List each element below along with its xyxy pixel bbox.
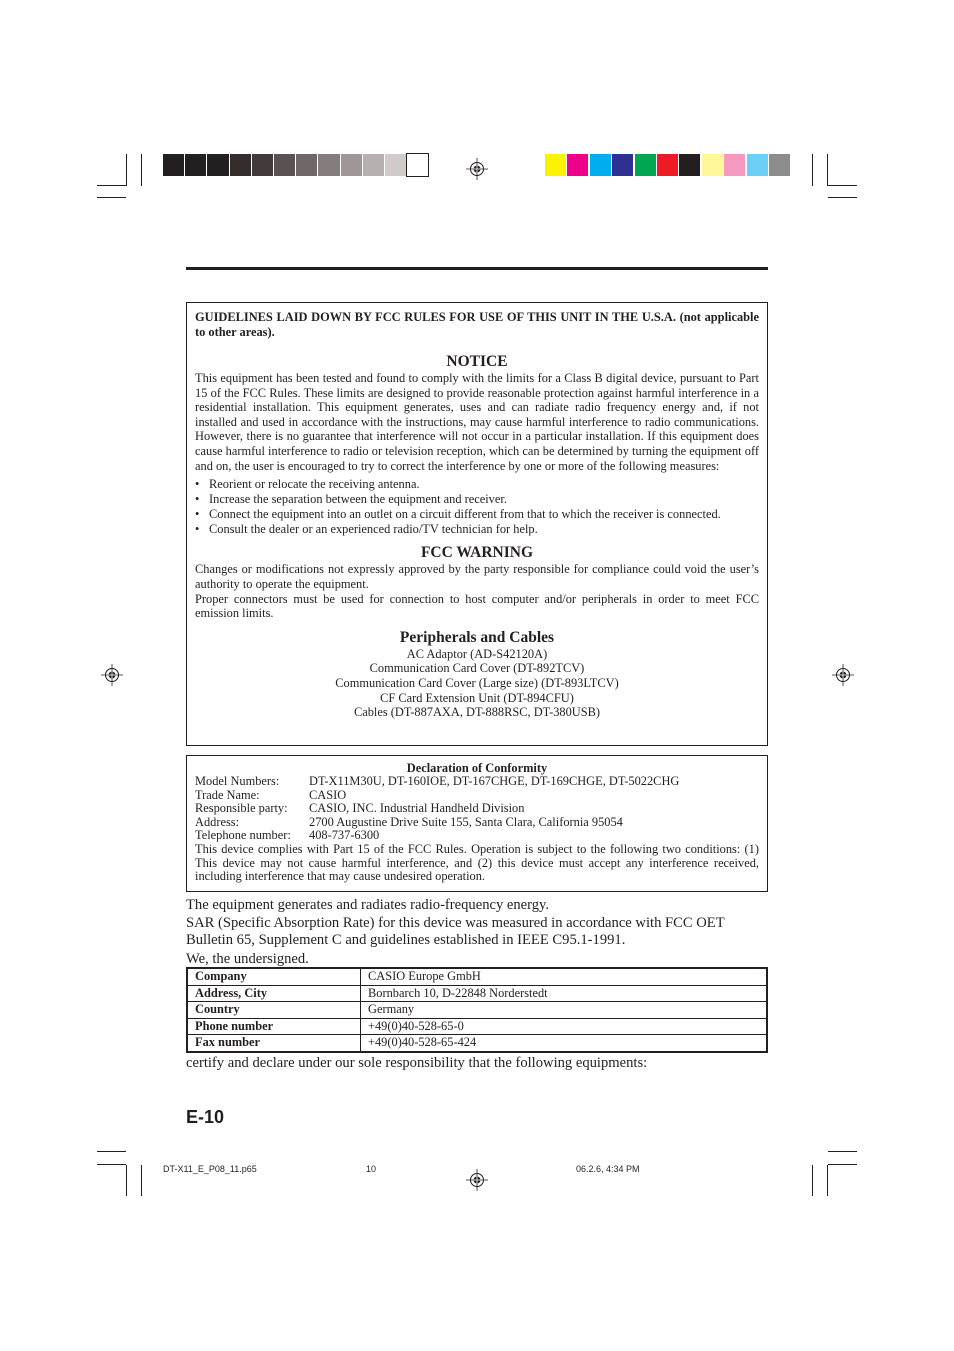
- color-swatch: [612, 154, 633, 176]
- color-swatch: [747, 154, 768, 176]
- color-swatch: [590, 154, 611, 176]
- list-item: • Increase the separation between the equipment and receiver.: [195, 491, 507, 506]
- fcc-warning-title: FCC WARNING: [420, 544, 534, 562]
- color-swatch: [702, 154, 723, 176]
- color-swatch: [252, 154, 273, 176]
- crop-mark: [126, 154, 127, 186]
- crop-mark: [828, 185, 857, 186]
- radiation-statement: The equipment generates and radiates radio-frequency energy.: [186, 897, 550, 913]
- table-row: Phone number +49(0)40-528-65-0: [188, 1018, 766, 1035]
- declaration-title: Declaration of Conformity: [406, 761, 548, 775]
- peripherals-title: Peripherals and Cables: [399, 628, 555, 646]
- color-swatch: [296, 154, 317, 176]
- peripheral-item: Communication Card Cover (DT-892TCV): [369, 661, 585, 676]
- registration-target-icon: [832, 664, 854, 686]
- declaration-row: Trade Name: CASIO: [195, 787, 347, 802]
- fcc-guidelines-box: [186, 302, 768, 746]
- list-item: • Reorient or relocate the receiving antenna.: [195, 477, 420, 492]
- declaration-row: Address: 2700 Augustine Drive Suite 155, Santa Clara, California 95054: [195, 814, 623, 829]
- color-swatch: [724, 154, 745, 176]
- color-swatch: [207, 154, 228, 176]
- header-rule: [186, 267, 768, 270]
- color-swatch: [407, 154, 428, 176]
- crop-mark: [141, 154, 142, 186]
- footer-date: 06.2.6, 4:34 PM: [576, 1164, 640, 1174]
- table-row: Fax number +49(0)40-528-65-424: [188, 1035, 766, 1051]
- fcc-warning-text: Changes or modifications not expressly approved by the party responsible for compliance could void the user’s authority to operate the equipment.: [195, 562, 759, 591]
- certify-text: certify and declare under our sole responsibility that the following equipments:: [186, 1055, 648, 1071]
- color-swatch: [657, 154, 678, 176]
- footer-page: 10: [366, 1164, 377, 1174]
- color-swatch: [274, 154, 295, 176]
- color-swatch: [769, 154, 790, 176]
- color-swatch: [185, 154, 206, 176]
- declaration-row: Telephone number: 408-737-6300: [195, 828, 380, 843]
- color-swatch: [363, 154, 384, 176]
- color-swatch: [385, 154, 406, 176]
- guideline-heading: GUIDELINES LAID DOWN BY FCC RULES FOR USE OF THIS UNIT IN THE U.S.A. (not applicable to other areas).: [195, 310, 759, 339]
- color-swatch: [318, 154, 339, 176]
- undersigned-text: We, the undersigned.: [186, 950, 309, 967]
- color-swatch: [545, 154, 566, 176]
- color-swatch: [163, 154, 184, 176]
- fcc-connectors-text: Proper connectors must be used for connection to host computer and/or peripherals in order to meet FCC emission limits.: [195, 591, 759, 621]
- color-swatch: [230, 154, 251, 176]
- peripherals-list: [195, 647, 759, 720]
- registration-target-icon: [466, 158, 488, 180]
- table-row: Address, City Bornbarch 10, D-22848 Norderstedt: [188, 985, 766, 1002]
- registration-target-icon: [101, 664, 123, 686]
- list-item: • Connect the equipment into an outlet on a circuit different from that to which the receiver is connected.: [195, 506, 721, 521]
- table-row: Company CASIO Europe GmbH: [188, 969, 766, 985]
- crop-mark: [126, 1165, 127, 1196]
- peripheral-item: CF Card Extension Unit (DT-894CFU): [380, 690, 574, 705]
- crop-mark: [828, 1151, 857, 1152]
- peripheral-item: Cables (DT-887AXA, DT-888RSC, DT-380USB): [353, 705, 601, 720]
- footer-filename: DT-X11_E_P08_11.p65: [163, 1164, 257, 1174]
- body-section: [186, 897, 768, 968]
- declaration-row: Responsible party: CASIO, INC. Industrial Handheld Division: [195, 801, 525, 816]
- peripheral-item: AC Adaptor (AD-S42120A): [406, 646, 548, 661]
- registration-target-icon: [466, 1169, 488, 1191]
- color-swatch: [567, 154, 588, 176]
- crop-mark: [97, 1164, 126, 1165]
- crop-mark: [827, 1165, 828, 1196]
- company-table: [186, 967, 768, 1053]
- notice-title: NOTICE: [446, 353, 508, 370]
- declaration-box: [186, 755, 768, 892]
- peripheral-item: Communication Card Cover (Large size) (DT-893LTCV): [335, 675, 619, 690]
- crop-mark: [97, 1151, 126, 1152]
- crop-mark: [97, 197, 126, 198]
- crop-mark: [828, 1164, 857, 1165]
- crop-mark: [97, 185, 126, 186]
- sar-statement: SAR (Specific Absorption Rate) for this device was measured in accordance with FCC OET Bulletin 65, Supplement C and guidelines established in IEEE C95.1-1991.: [186, 914, 725, 948]
- color-swatch: [679, 154, 700, 176]
- compliance-text: This device complies with Part 15 of the FCC Rules. Operation is subject to the following two conditions: (1) This device may not cause harmful interference, and (2) this device must accept any interference received, including interference that may cause undesired operation.: [195, 841, 759, 884]
- crop-mark: [827, 154, 828, 186]
- crop-mark: [812, 1165, 813, 1196]
- notice-text: This equipment has been tested and found to comply with the limits for a Class B digital device, pursuant to Part 15 of the FCC Rules. These limits are designed to provide reasonable protection against harmful interference in a residential installation. This equipment generates, uses and can radiate radio frequency energy and, if not installed and used in accordance with the instructions, may cause harmful interference to radio communications. However, there is no guarantee that interference will not occur in a particular installation. If this equipment does cause harmful interference to radio or television reception, which can be determined by turning the equipment off and on, the user is encouraged to try to correct the interference by one or more of the following measures:: [195, 371, 759, 473]
- list-item: • Consult the dealer or an experienced radio/TV technician for help.: [195, 521, 538, 536]
- measures-list: [195, 477, 759, 536]
- table-row: Country Germany: [188, 1002, 766, 1019]
- crop-mark: [828, 197, 857, 198]
- color-swatch: [341, 154, 362, 176]
- declaration-row: Model Numbers: DT-X11M30U, DT-160IOE, DT-167CHGE, DT-169CHGE, DT-5022CHG: [195, 774, 680, 788]
- color-swatch: [635, 154, 656, 176]
- crop-mark: [812, 154, 813, 186]
- page-number: E-10: [186, 1107, 225, 1127]
- crop-mark: [141, 1165, 142, 1196]
